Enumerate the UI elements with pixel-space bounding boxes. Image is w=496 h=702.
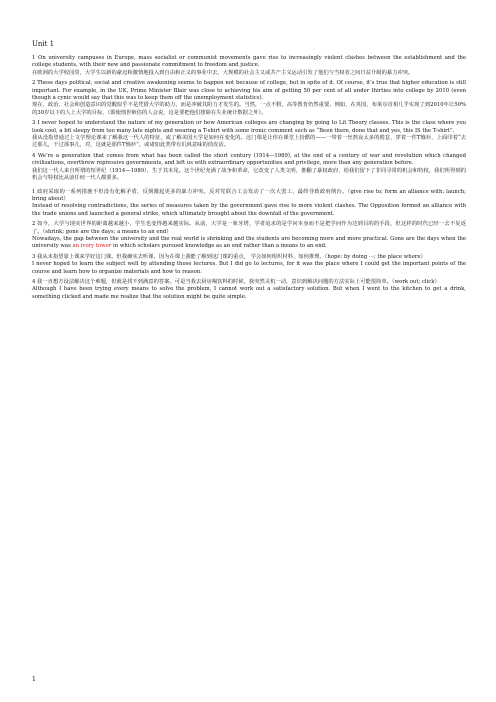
exercise-2-en-part-3: in which scholars pursued knowledge as an end rather than a means to an end.: [111, 243, 327, 250]
unit-title: Unit 1: [32, 40, 55, 48]
passage-4-en: 4 We’re a generation that comes from what has been called the short century (1914—1989), at the end of a century of war and revolution which changed civilizations, overthrew repressive governments, and left us with extraordinary opportunities and privilege, more than any generation before.: [32, 152, 466, 167]
passage-1-en: 1 On university campuses in Europe, mass socialist or communist movements gave rise to increasingly violent clashes between the establishment and the college students, with their new and passionate commitment to freedom and justice.: [32, 55, 466, 69]
passage-3-zh: 我从没指望通过上文学理论课来了解我这一代人的特征，或了解美国大学是如何在变化的。这门课是让你在课堂上扮酷的——一带着一丝熬夜太多的倦怠，穿着一件T恤衫，上面印着“去过那儿，干过那事儿，对，这就是那件T恤衫”，或诸如此类带有讥讽意味的俏皮话。: [32, 135, 466, 149]
passage-2-zh: 现在，政治、社会和创造意识的觉醒似乎不是凭借大学的助力，而是冲破其阻力才发生的。当然，一点不假，高等教育仍然重要。例如，在英国，布莱尔首相几乎实现了到2010年让50%的30岁以下的人上大学的目标，（即使愤世嫉俗的人会说，这是要把他们排除在失业统计数据之外）。: [32, 102, 466, 116]
exercise-2-zh: 2 如今，大学与现实世界的距离越来越小，学生也变得越来越实际。从前，大学是一象牙塔，学者追求的是学问本身而不是把学问作为达到目的的手段，但这样的时代已经一去不复返了。（shrink; gone are the days; a means to an end）: [32, 221, 466, 235]
passage-1-zh: 在欧洲的大学校园里，大学生以新的豪迈和激情地投入到自由和正义的事业中去，大规模的社会主义或共产主义运动引发了他们与当权者之间日益升级的暴力冲突。: [32, 69, 414, 76]
exercise-1-en: Instead of resolving contradictions, the series of measures taken by the government gave rise to more violent clashes. The Opposition formed an alliance with the trade unions and launched a general strike, which ultimately brought about the downfall of the government.: [32, 203, 466, 217]
highlighted-phrase: an ivory tower: [72, 243, 112, 250]
page-number: 1: [32, 676, 36, 683]
exercise-2-en-part-1: Nowadays, the gap between the university and the real world is shrinking and the students are becoming more and more practical. Gone are the days when the university was: [32, 235, 466, 250]
exercise-3-zh: 3 我从未指望靠上课来学好这门课。但我确实去听课，因为在课上我能了解到这门课的重点， 学会如何组织材料、如何推理。（hope: by doing ···; the place where）: [32, 253, 426, 260]
exercise-2-en: [32, 236, 466, 251]
exercise-1-zh: 1 政府采取的一系列措施不但没有化解矛盾，反倒激起更多的暴力冲突。反对党联合工会发动了一次大罢工，最终导致政府倒台。（give rise to; form an alliance with; launch; bring about）: [32, 188, 466, 202]
passage-3-en: 3 I never hoped to understand the nature of my generation or how American colleges are changing by going to Lit Theory classes. This is the class where you look cool, a bit sleepy from too many late nights and wearing a T-shirt with some ironic comment such as “Been there, done that and yes, this IS the T-shirt”.: [32, 120, 466, 134]
exercise-4-en: Although I have been trying every means to solve the problem, I cannot work out a satisfactory solution. But when I went to the kitchen to get a drink, something clicked and made me realize that the solution might be quite simple.: [32, 286, 466, 300]
exercise-4-zh: 4 我一直想方设法解决这个难题，但就是找不到满意的答案。可是当我去厨房喝饮料的时候，我突然灵机一动，意识到解决问题的方法实际上可能很简单。（work out; click）: [32, 278, 440, 285]
exercise-3-en: I never hoped to learn the subject well by attending those lectures. But I did go to lectures, for it was the place where I could get the important points of the course and learn how to organize materials and how to reason.: [32, 261, 466, 275]
passage-4-zh: 我们这一代人来自所谓的短世纪（1914—1989），生于其末尾。这个世纪充满了战争和革命，它改变了人类文明，推翻了暴权政府，给我们留下了非同寻常的机会和特权，我们所得到的机会与特权比从前任何一代人都要多。: [32, 167, 466, 182]
passage-2-en: 2 These days political, social and creative awakening seems to happen not because of college, but in spite of it. Of course, it’s true that higher education is still important. For example, in the UK, Prime Minister Blair was close to achieving his aim of getting 50 per cent of all under thirties into college by 2010 (even though a cynic would say that this was to keep them off the unemployment statistics).: [32, 80, 466, 102]
